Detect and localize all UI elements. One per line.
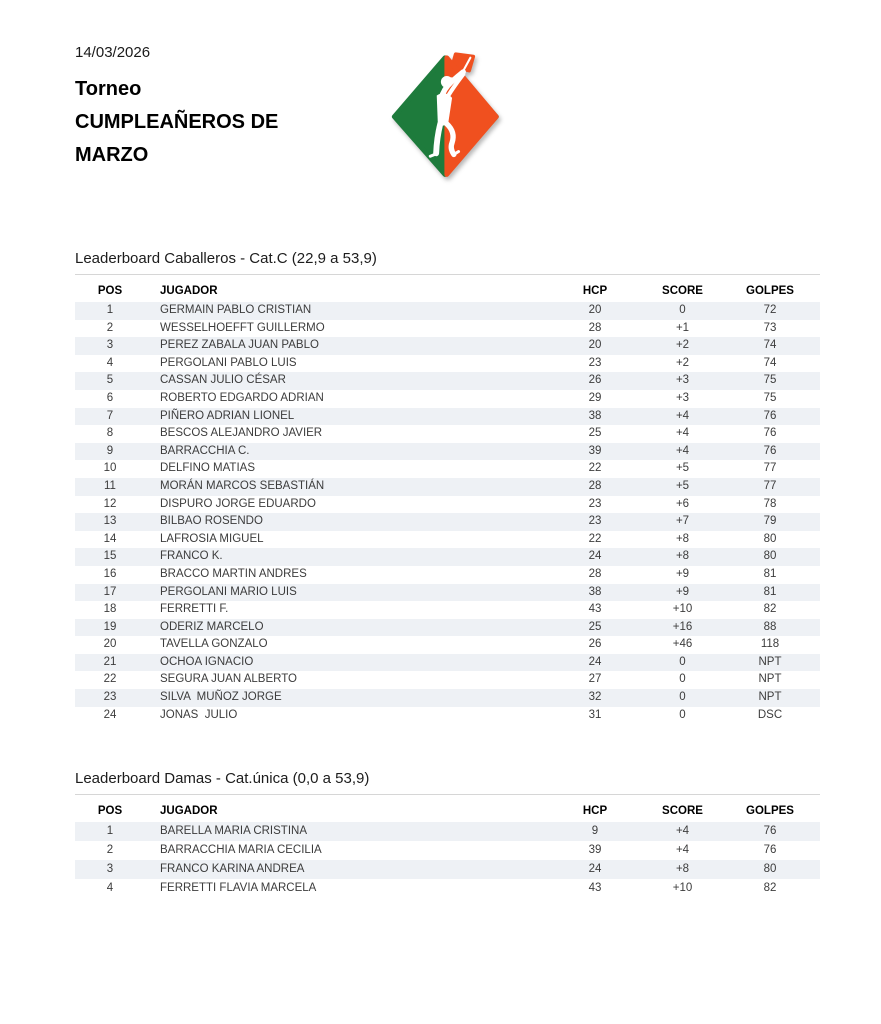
col-header-pos: POS — [97, 285, 123, 297]
section-title-caballeros: Leaderboard Caballeros - Cat.C (22,9 a 53,9) — [75, 250, 820, 275]
player-name-cell: OCHOA IGNACIO — [160, 655, 254, 668]
leaderboard-row — [75, 355, 820, 373]
leaderboard-row — [75, 302, 820, 320]
header-row — [75, 283, 820, 302]
leaderboard-row — [75, 619, 820, 637]
hcp-cell: 25 — [588, 427, 602, 440]
golpes-cell: 76 — [763, 444, 777, 457]
score-cell: +10 — [672, 603, 693, 616]
golpes-cell: 81 — [763, 585, 777, 598]
score-cell: +9 — [675, 567, 690, 580]
col-header-jugador: JUGADOR — [160, 805, 218, 817]
pos-cell: 18 — [103, 603, 117, 616]
leaderboard-table-caballeros — [75, 283, 820, 724]
hcp-cell: 20 — [588, 304, 602, 316]
player-name-cell: BILBAO ROSENDO — [160, 515, 263, 528]
hcp-cell: 20 — [588, 339, 602, 352]
pos-cell: 17 — [103, 585, 117, 598]
player-name-cell: TAVELLA GONZALO — [160, 638, 268, 651]
player-name-cell: MORÁN MARCOS SEBASTIÁN — [160, 479, 325, 492]
pos-cell: 1 — [106, 304, 114, 316]
hcp-cell: 27 — [588, 673, 602, 686]
player-name-cell: FERRETTI F. — [160, 603, 229, 616]
pos-cell: 13 — [103, 515, 117, 528]
golpes-cell: 78 — [763, 497, 777, 510]
pos-cell: 2 — [106, 844, 114, 856]
hcp-cell: 24 — [588, 863, 602, 875]
score-cell: +9 — [675, 585, 690, 598]
col-header-hcp: HCP — [582, 285, 608, 297]
golpes-cell: 80 — [763, 550, 777, 563]
table-body — [75, 302, 820, 724]
leaderboard-row — [75, 601, 820, 619]
player-name-cell: PEREZ ZABALA JUAN PABLO — [160, 339, 319, 352]
table-body — [75, 822, 820, 898]
player-name-cell: PIÑERO ADRIAN LIONEL — [160, 409, 295, 422]
golpes-cell: 81 — [763, 567, 777, 580]
player-name-cell: CASSAN JULIO CÉSAR — [160, 374, 286, 387]
player-name-cell: FRANCO K. — [160, 550, 223, 563]
header-row — [75, 803, 820, 822]
pos-cell: 12 — [103, 497, 117, 510]
golpes-cell: 118 — [760, 638, 780, 651]
hcp-cell: 29 — [588, 391, 602, 404]
leaderboard-row — [75, 671, 820, 689]
col-header-hcp: HCP — [582, 805, 608, 817]
golpes-cell: DSC — [757, 708, 783, 721]
hcp-cell: 32 — [588, 691, 602, 704]
pos-cell: 5 — [106, 374, 114, 387]
player-name-cell: GERMAIN PABLO CRISTIAN — [160, 304, 312, 316]
golpes-cell: NPT — [758, 673, 782, 686]
hcp-cell: 22 — [588, 462, 602, 475]
golf-club-logo-graphic — [386, 46, 504, 188]
score-cell: 0 — [679, 655, 686, 668]
score-cell: +2 — [675, 356, 690, 369]
score-cell: +4 — [675, 409, 690, 422]
hcp-cell: 43 — [588, 603, 602, 616]
score-cell: +10 — [672, 882, 693, 894]
leaderboard-row — [75, 689, 820, 707]
score-cell: 0 — [679, 673, 686, 686]
player-name-cell: FRANCO KARINA ANDREA — [160, 863, 305, 875]
score-cell: +5 — [675, 462, 690, 475]
player-name-cell: BARRACCHIA C. — [160, 444, 250, 457]
pos-cell: 4 — [106, 356, 114, 369]
section-caballeros — [75, 250, 820, 724]
golpes-cell: 80 — [763, 863, 777, 875]
col-header-golpes: GOLPES — [746, 285, 794, 297]
document-date: 14/03/2026 — [75, 44, 151, 61]
leaderboard-row — [75, 860, 820, 879]
leaderboard-row — [75, 496, 820, 514]
pos-cell: 16 — [103, 567, 117, 580]
pos-cell: 24 — [103, 708, 117, 721]
pos-cell: 7 — [106, 409, 114, 422]
score-cell: +1 — [675, 321, 690, 334]
leaderboard-row — [75, 443, 820, 461]
pos-cell: 23 — [103, 691, 117, 704]
leaderboard-row — [75, 548, 820, 566]
pos-cell: 8 — [106, 427, 114, 440]
leaderboard-row — [75, 636, 820, 654]
pos-cell: 6 — [106, 391, 114, 404]
title-torneo: Torneo — [75, 78, 142, 100]
score-cell: +46 — [672, 638, 693, 651]
score-cell: +7 — [675, 515, 690, 528]
pos-cell: 15 — [103, 550, 117, 563]
score-cell: 0 — [679, 708, 686, 721]
player-name-cell: DELFINO MATIAS — [160, 462, 255, 475]
leaderboard-row — [75, 822, 820, 841]
score-cell: +3 — [675, 374, 690, 387]
player-name-cell: ROBERTO EDGARDO ADRIAN — [160, 391, 324, 404]
score-cell: 0 — [679, 304, 686, 316]
col-header-score: SCORE — [662, 805, 703, 817]
player-name-cell: PERGOLANI MARIO LUIS — [160, 585, 297, 598]
pos-cell: 14 — [103, 532, 117, 545]
golpes-cell: 82 — [763, 882, 777, 894]
player-name-cell: SILVA MUÑOZ JORGE — [160, 691, 282, 704]
hcp-cell: 24 — [588, 655, 602, 668]
score-cell: +16 — [672, 620, 693, 633]
score-cell: 0 — [679, 691, 686, 704]
hcp-cell: 24 — [588, 550, 602, 563]
pos-cell: 1 — [106, 825, 114, 837]
table-header — [75, 803, 820, 822]
score-cell: +8 — [675, 532, 690, 545]
score-cell: +6 — [675, 497, 690, 510]
player-name-cell: BARELLA MARIA CRISTINA — [160, 825, 307, 837]
player-name-cell: BRACCO MARTIN ANDRES — [160, 567, 307, 580]
player-name-cell: BESCOS ALEJANDRO JAVIER — [160, 427, 323, 440]
player-name-cell: SEGURA JUAN ALBERTO — [160, 673, 297, 686]
hcp-cell: 25 — [588, 620, 602, 633]
hcp-cell: 26 — [588, 374, 602, 387]
col-header-jugador: JUGADOR — [160, 285, 218, 297]
golpes-cell: NPT — [758, 691, 782, 704]
pos-cell: 9 — [106, 444, 114, 457]
leaderboard-row — [75, 654, 820, 672]
hcp-cell: 26 — [588, 638, 602, 651]
pos-cell: 21 — [103, 655, 117, 668]
score-cell: +4 — [675, 844, 690, 856]
col-header-pos: POS — [97, 805, 123, 817]
leaderboard-row — [75, 879, 820, 898]
hcp-cell: 39 — [588, 444, 602, 457]
hcp-cell: 38 — [588, 409, 602, 422]
hcp-cell: 9 — [591, 825, 599, 837]
golpes-cell: 74 — [763, 339, 777, 352]
player-name-cell: DISPURO JORGE EDUARDO — [160, 497, 316, 510]
hcp-cell: 38 — [588, 585, 602, 598]
club-logo — [386, 46, 504, 188]
pos-cell: 19 — [103, 620, 117, 633]
player-name-cell: PERGOLANI PABLO LUIS — [160, 356, 297, 369]
leaderboard-row — [75, 390, 820, 408]
pos-cell: 3 — [106, 339, 114, 352]
golpes-cell: 76 — [763, 427, 777, 440]
score-cell: +4 — [675, 444, 690, 457]
pos-cell: 22 — [103, 673, 117, 686]
golpes-cell: 79 — [763, 515, 777, 528]
pos-cell: 4 — [106, 882, 114, 894]
pos-cell: 11 — [104, 479, 116, 492]
score-cell: +2 — [675, 339, 690, 352]
golpes-cell: 76 — [763, 409, 777, 422]
golpes-cell: 74 — [763, 356, 777, 369]
section-title-damas: Leaderboard Damas - Cat.única (0,0 a 53,9) — [75, 770, 820, 795]
golpes-cell: 88 — [763, 620, 777, 633]
leaderboard-row — [75, 460, 820, 478]
golpes-cell: 75 — [763, 374, 777, 387]
leaderboard-row — [75, 566, 820, 584]
golpes-cell: 72 — [763, 304, 777, 316]
hcp-cell: 28 — [588, 567, 602, 580]
leaderboard-row — [75, 320, 820, 338]
leaderboard-row — [75, 531, 820, 549]
hcp-cell: 23 — [588, 497, 602, 510]
section-damas — [75, 770, 820, 898]
col-header-golpes: GOLPES — [746, 805, 794, 817]
golpes-cell: 76 — [763, 844, 777, 856]
table-header — [75, 283, 820, 302]
golpes-cell: 77 — [763, 462, 777, 475]
score-cell: +4 — [675, 427, 690, 440]
score-cell: +3 — [675, 391, 690, 404]
leaderboard-row — [75, 478, 820, 496]
pos-cell: 20 — [103, 638, 117, 651]
player-name-cell: ODERIZ MARCELO — [160, 620, 264, 633]
hcp-cell: 23 — [588, 356, 602, 369]
player-name-cell: BARRACCHIA MARIA CECILIA — [160, 844, 322, 856]
golpes-cell: 76 — [763, 825, 777, 837]
hcp-cell: 28 — [588, 321, 602, 334]
leaderboard-row — [75, 513, 820, 531]
leaderboard-table-damas — [75, 803, 820, 898]
score-cell: +4 — [675, 825, 690, 837]
hcp-cell: 39 — [588, 844, 602, 856]
player-name-cell: FERRETTI FLAVIA MARCELA — [160, 882, 317, 894]
golpes-cell: NPT — [758, 655, 782, 668]
pos-cell: 10 — [103, 462, 117, 475]
leaderboard-row — [75, 372, 820, 390]
score-cell: +8 — [675, 863, 690, 875]
player-name-cell: LAFROSIA MIGUEL — [160, 532, 264, 545]
leaderboard-row — [75, 425, 820, 443]
leaderboard-row — [75, 408, 820, 426]
player-name-cell: WESSELHOEFFT GUILLERMO — [160, 321, 325, 334]
tournament-name: CUMPLEAÑEROS DE MARZO — [75, 111, 279, 166]
golpes-cell: 75 — [763, 391, 777, 404]
golpes-cell: 82 — [763, 603, 777, 616]
document-header — [75, 44, 325, 172]
hcp-cell: 22 — [588, 532, 602, 545]
leaderboard-row — [75, 841, 820, 860]
hcp-cell: 28 — [588, 479, 602, 492]
score-cell: +8 — [675, 550, 690, 563]
hcp-cell: 31 — [588, 708, 602, 721]
col-header-score: SCORE — [662, 285, 703, 297]
pos-cell: 3 — [106, 863, 114, 875]
golpes-cell: 80 — [763, 532, 777, 545]
score-cell: +5 — [675, 479, 690, 492]
leaderboard-row — [75, 584, 820, 602]
leaderboard-row — [75, 337, 820, 355]
hcp-cell: 43 — [588, 882, 602, 894]
player-name-cell: JONAS JULIO — [160, 708, 238, 721]
golpes-cell: 73 — [763, 321, 777, 334]
leaderboard-row — [75, 707, 820, 725]
golpes-cell: 77 — [763, 479, 777, 492]
hcp-cell: 23 — [588, 515, 602, 528]
pos-cell: 2 — [106, 321, 114, 334]
